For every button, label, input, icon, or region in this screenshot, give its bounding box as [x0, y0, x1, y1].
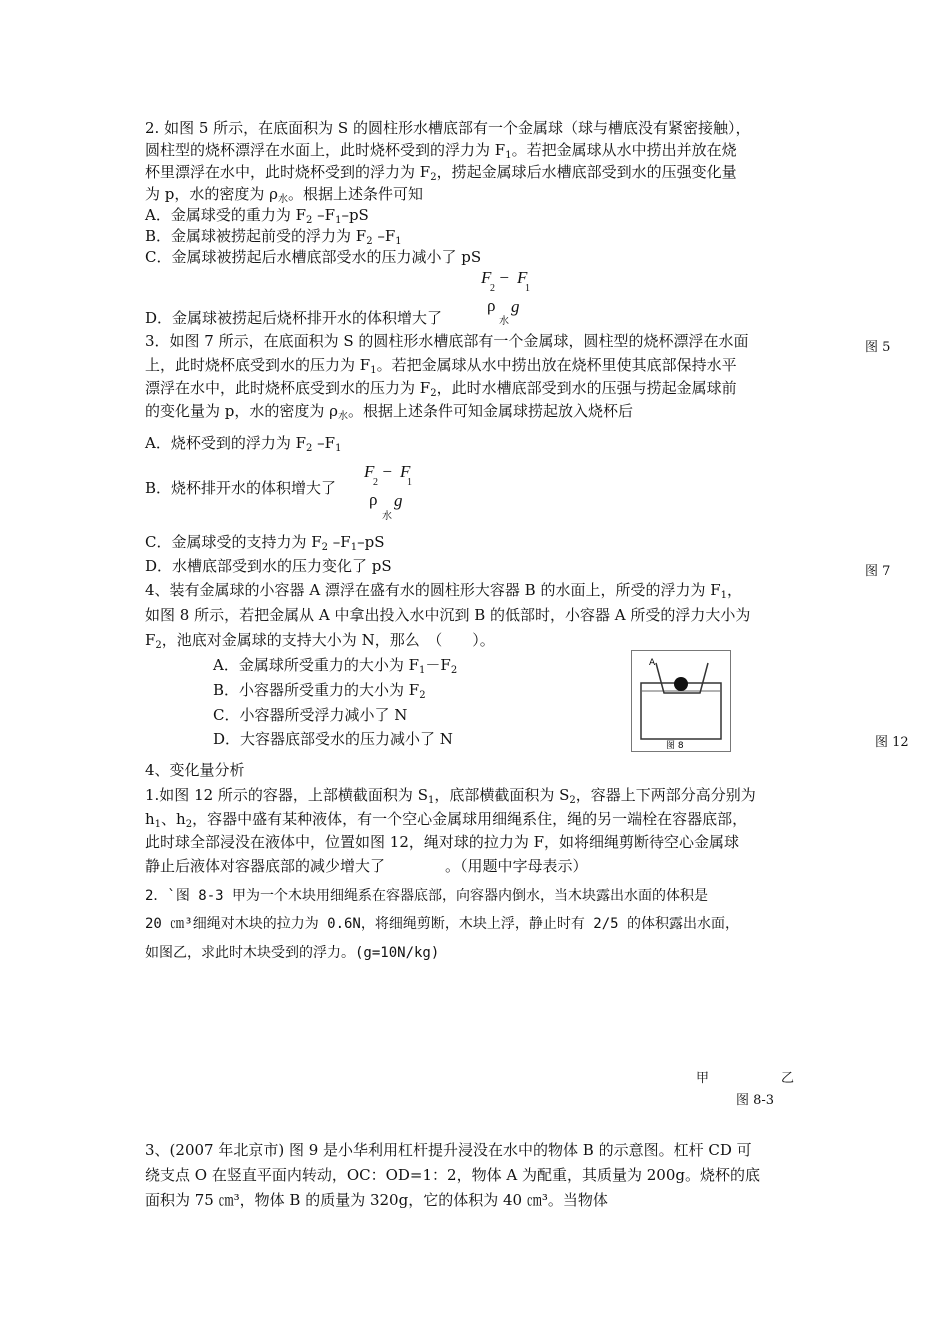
- fraction-sub-2: 2: [373, 477, 378, 488]
- fig83-jia-label: 甲: [696, 1071, 710, 1086]
- metal-ball: [674, 677, 688, 691]
- fraction-rho: ρ: [369, 490, 378, 509]
- fraction-sub-1: 1: [525, 283, 530, 294]
- figure-8-drawing: [632, 651, 730, 751]
- sec4-line-2: $h_1$、$h_2$，容器中盛有某种液体，有一个空心金属球用细绳系住，绳的另一端栓在容器底部，: [145, 810, 748, 830]
- fraction-numerator: F − F: [364, 462, 411, 481]
- q4-option-a: A．金属球所受重力的大小为 $F_1-F_2$: [213, 656, 458, 676]
- fraction-rho: ρ: [487, 296, 496, 315]
- q2-option-d: D．金属球被捞起后烧杯排开水的体积增大了: [145, 309, 443, 327]
- fig12-label: 图 12: [875, 735, 909, 750]
- q3-option-b: B．烧杯排开水的体积增大了: [145, 479, 337, 497]
- fraction-sub-2: 2: [490, 283, 495, 294]
- q4-option-b: B．小容器所受重力的大小为 $F_2$: [213, 681, 426, 701]
- q3-option-a: A．烧杯受到的浮力为 $F_2$ $-F_1$: [145, 434, 342, 454]
- q3-line-3: 漂浮在水中，此时烧杯底受到水的压力为 $F_2$，此时水槽底部受到水的压强与捞起金属球前: [145, 379, 737, 399]
- q3-option-d: D．水槽底部受到水的压力变化了 pS: [145, 557, 392, 575]
- q3-line-2: 上，此时烧杯底受到水的压力为 $F_1$。若把金属球从水中捞出放在烧杯里使其底部保持水平: [145, 356, 737, 376]
- figure-8: [631, 650, 731, 752]
- fig7-label: 图 7: [865, 564, 891, 579]
- q3-line-1: 3．如图 7 所示，在底面积为 S 的圆柱形水槽底部有一个金属球，圆柱型的烧杯漂浮在水面: [145, 332, 749, 350]
- p2-line-1: 2．`图 8-3 甲为一个木块用细绳系在容器底部，向容器内倒水，当木块露出水面的体积是: [145, 888, 708, 904]
- fraction-g: g: [394, 491, 403, 510]
- q4-option-c: C．小容器所受浮力减小了 N: [213, 706, 408, 724]
- fig8-label-a: A: [649, 658, 656, 668]
- q3-line-4: 的变化量为 p，水的密度为 $\rho_水$。根据上述条件可知金属球捞起放入烧杯后: [145, 402, 633, 422]
- q4-option-d: D．大容器底部受水的压力减小了 N: [213, 730, 453, 748]
- fraction-rho-sub: 水: [382, 511, 392, 522]
- sec4-line-1: 1.如图 12 所示的容器，上部横截面积为 $S_1$，底部横截面积为 $S_2$，容器上下两部分高分别为: [145, 786, 756, 806]
- p3-line-1: 3、(2007 年北京市) 图 9 是小华利用杠杆提升浸没在水中的物体 B 的示意图。杠杆 CD 可: [145, 1141, 752, 1159]
- q2-line-4: 为 p，水的密度为 $\rho_水$。根据上述条件可知: [145, 185, 423, 205]
- q4-line-1: 4、装有金属球的小容器 A 漂浮在盛有水的圆柱形大容器 B 的水面上，所受的浮力为 $F_1$，: [145, 581, 743, 601]
- section-4-heading: 4、变化量分析: [145, 761, 245, 779]
- fig5-label: 图 5: [865, 340, 891, 355]
- q2-line-2: 圆柱型的烧杯漂浮在水面上，此时烧杯受到的浮力为 $F_1$。若把金属球从水中捞出并放在烧: [145, 141, 737, 161]
- p3-line-2: 绕支点 O 在竖直平面内转动，OC：OD=1：2，物体 A 为配重，其质量为 200g。烧杯的底: [145, 1166, 760, 1184]
- q2-option-b: B．金属球被捞起前受的浮力为 $F_2$ $-F_1$: [145, 227, 402, 247]
- sec4-line-4: 静止后液体对容器底部的减少增大了 。（用题中字母表示）: [145, 857, 588, 875]
- q4-line-3: $F_2$，池底对金属球的支持大小为 N，那么 （ ）。: [145, 631, 495, 651]
- q2-option-a: A．金属球受的重力为 $F_2$ $-F_1-pS$: [145, 206, 369, 226]
- fraction-rho-sub: 水: [499, 316, 509, 327]
- p2-line-2: 20 ㎝³细绳对木块的拉力为 0.6N，将细绳剪断，木块上浮，静止时有 2/5 的体积露出水面，: [145, 916, 739, 932]
- fraction-sub-1: 1: [407, 477, 412, 488]
- fraction-numerator: F − F: [481, 268, 528, 287]
- p3-line-3: 面积为 75 ㎝³，物体 B 的质量为 320g，它的体积为 40 ㎝³。当物体: [145, 1191, 608, 1209]
- q2-option-c: C．金属球被捞起后水槽底部受水的压力减小了 pS: [145, 248, 482, 266]
- q2-line-1: 2. 如图 5 所示，在底面积为 S 的圆柱形水槽底部有一个金属球（球与槽底没有紧密接触），: [145, 119, 751, 137]
- q4-line-2: 如图 8 所示，若把金属从 A 中拿出投入水中沉到 B 的低部时，小容器 A 所受的浮力大小为: [145, 606, 751, 624]
- p2-line-3: 如图乙，求此时木块受到的浮力。(g=10N/kg): [145, 945, 440, 961]
- fig8-caption: 图 8: [666, 741, 684, 751]
- fig83-caption: 图 8-3: [736, 1093, 775, 1108]
- sec4-line-3: 此时球全部浸没在液体中，位置如图 12，绳对球的拉力为 F，如将细绳剪断待空心金属球: [145, 833, 740, 851]
- fraction-g: g: [511, 297, 520, 316]
- fig83-yi-label: 乙: [781, 1071, 795, 1086]
- q2-line-3: 杯里漂浮在水中，此时烧杯受到的浮力为 $F_2$，捞起金属球后水槽底部受到水的压强变化量: [145, 163, 737, 183]
- q3-option-c: C．金属球受的支持力为 $F_2$ $-F_1-pS$: [145, 533, 385, 553]
